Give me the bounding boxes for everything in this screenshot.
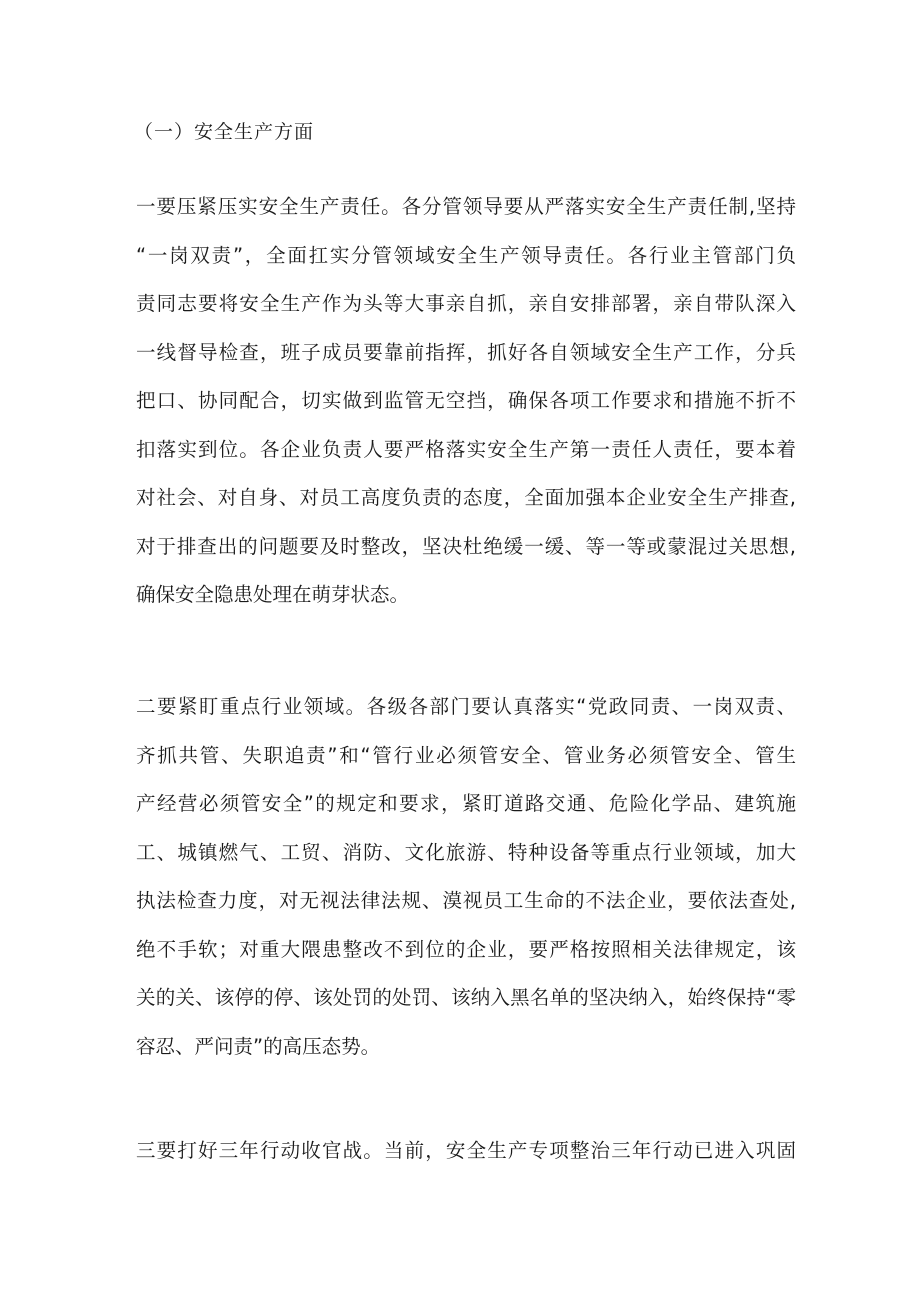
paragraph-line: 对于排查出的问题要及时整改，坚决杜绝缓一缓、等一等或蒙混过关思想, bbox=[136, 534, 796, 558]
paragraph-line: “一岗双责”，全面扛实分管领域安全生产领导责任。各行业主管部门负 bbox=[136, 243, 796, 267]
paragraph-line: 容忍、严问责”的高压态势。 bbox=[136, 1034, 381, 1058]
paragraph-responsibility bbox=[136, 183, 796, 620]
paragraph-line: 扣落实到位。各企业负责人要严格落实安全生产第一责任人责任，要本着 bbox=[136, 437, 796, 461]
paragraph-line: 工、城镇燃气、工贸、消防、文化旅游、特种设备等重点行业领域，加大 bbox=[136, 840, 796, 864]
paragraph-line: 一要压紧压实安全生产责任。各分管领导要从严落实安全生产责任制,坚持 bbox=[136, 195, 796, 218]
paragraph-line: 齐抓共管、失职追责”和“管行业必须管安全、管业务必须管安全、管生 bbox=[136, 743, 796, 767]
paragraph-line: 二要紧盯重点行业领域。各级各部门要认真落实“党政同责、一岗双责、 bbox=[136, 695, 796, 718]
section-heading: （一）安全生产方面 bbox=[134, 121, 315, 143]
paragraph-line: 三要打好三年行动收官战。当前，安全生产专项整治三年行动已进入巩固 bbox=[136, 1139, 796, 1162]
paragraph-line: 执法检查力度，对无视法律法规、漠视员工生命的不法企业，要依法查处, bbox=[136, 889, 796, 912]
paragraph-line: 产经营必须管安全”的规定和要求，紧盯道路交通、危险化学品、建筑施 bbox=[136, 792, 796, 815]
paragraph-line: 把口、协同配合，切实做到监管无空挡，确保各项工作要求和措施不折不 bbox=[136, 389, 796, 412]
paragraph-three-year-action bbox=[136, 1127, 796, 1176]
paragraph-line: 绝不手软；对重大隈患整改不到位的企业，要严格按照相关法律规定，该 bbox=[136, 937, 796, 961]
paragraph-line: 对社会、对自身、对员工高度负责的态度，全面加强本企业安全生产排查, bbox=[136, 486, 796, 509]
paragraph-key-industries bbox=[136, 683, 796, 1071]
paragraph-line: 确保安全隐患处理在萌芽状态。 bbox=[136, 583, 410, 606]
paragraph-line: 一线督导检查，班子成员要靠前指挥，抓好各自领域安全生产工作，分兵 bbox=[136, 340, 796, 364]
paragraph-line: 责同志要将安全生产作为头等大事亲自抓，亲自安排部署，亲自带队深入 bbox=[136, 292, 796, 315]
paragraph-line: 关的关、该停的停、该处罚的处罚、该纳入黑名单的坚决纳入，始终保持“零 bbox=[136, 986, 796, 1009]
